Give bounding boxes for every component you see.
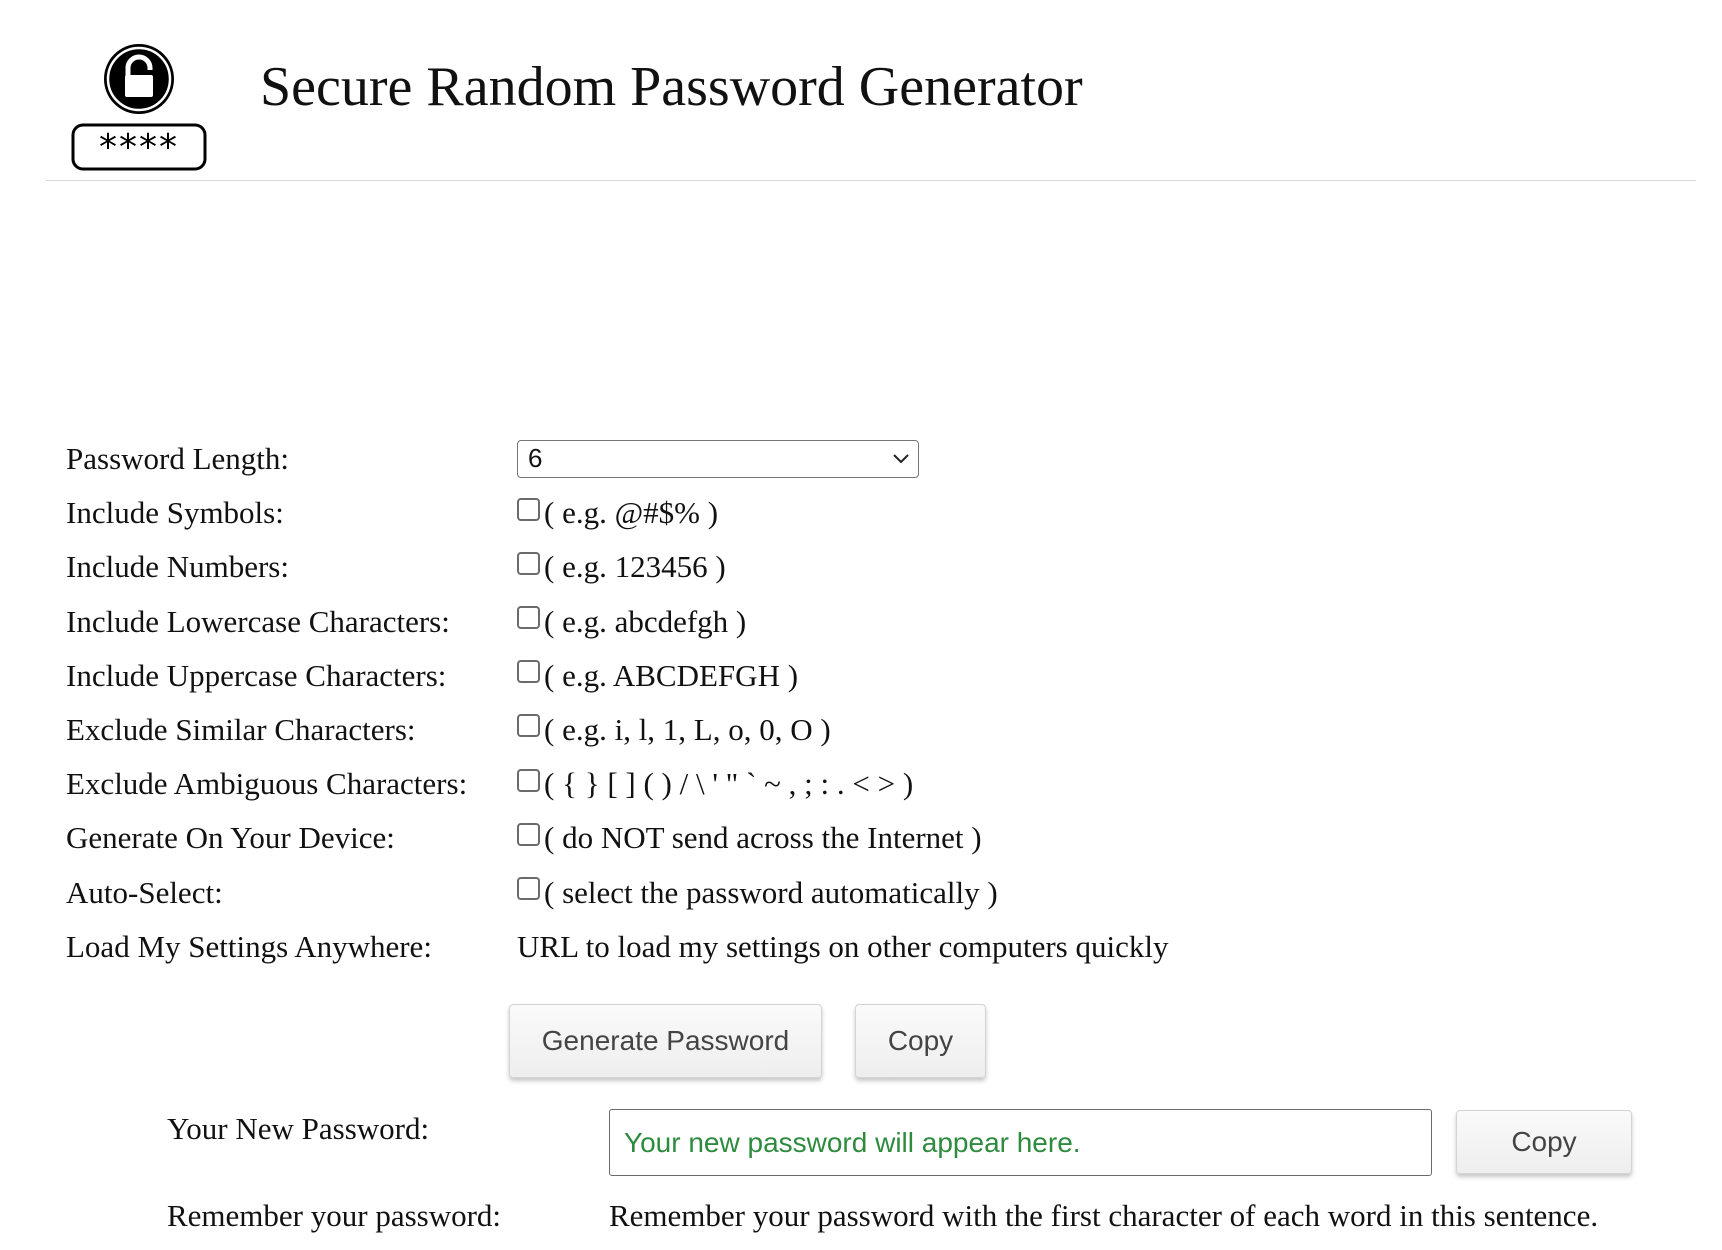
load-settings-label: Load My Settings Anywhere: <box>66 928 432 964</box>
include-symbols-hint: ( e.g. @#$% ) <box>544 495 719 531</box>
include-symbols-control <box>517 486 718 540</box>
exclude-similar-row <box>66 703 1666 757</box>
include-lowercase-control <box>517 595 746 649</box>
generate-on-device-label: Generate On Your Device: <box>66 820 395 856</box>
exclude-similar-control <box>517 703 831 757</box>
generate-on-device-control <box>517 811 982 865</box>
include-symbols-label: Include Symbols: <box>66 495 284 531</box>
copy-password-button[interactable]: Copy <box>1456 1110 1632 1174</box>
exclude-ambiguous-label: Exclude Ambiguous Characters: <box>66 766 468 802</box>
new-password-field[interactable] <box>609 1109 1432 1176</box>
password-length-label: Password Length: <box>66 441 290 476</box>
chevron-down-icon <box>890 447 912 469</box>
load-settings-row <box>66 920 1666 974</box>
include-lowercase-hint: ( e.g. abcdefgh ) <box>544 603 747 639</box>
include-lowercase-checkbox[interactable] <box>517 606 540 629</box>
auto-select-hint: ( select the password automatically ) <box>544 874 998 910</box>
load-settings-link[interactable]: URL to load my settings on other computers quickly <box>517 928 1169 964</box>
password-length-select[interactable] <box>517 440 919 478</box>
exclude-ambiguous-hint: ( { } [ ] ( ) / \ ' " ` ~ , ; : . < > ) <box>544 766 914 802</box>
password-length-value: 6 <box>528 443 543 473</box>
include-symbols-checkbox[interactable] <box>517 498 540 521</box>
include-numbers-label: Include Numbers: <box>66 549 289 585</box>
auto-select-label: Auto-Select: <box>66 874 223 910</box>
include-symbols-row <box>66 486 1666 540</box>
exclude-ambiguous-row <box>66 757 1666 811</box>
include-uppercase-hint: ( e.g. ABCDEFGH ) <box>544 657 799 693</box>
generate-on-device-checkbox[interactable] <box>517 823 540 846</box>
include-uppercase-row <box>66 649 1666 703</box>
include-lowercase-row <box>66 595 1666 649</box>
lock-password-logo-icon <box>70 38 208 172</box>
include-numbers-row <box>66 540 1666 594</box>
exclude-similar-label: Exclude Similar Characters: <box>66 711 416 747</box>
auto-select-control <box>517 866 998 920</box>
include-numbers-hint: ( e.g. 123456 ) <box>544 549 726 585</box>
include-numbers-checkbox[interactable] <box>517 552 540 575</box>
generate-on-device-row <box>66 811 1666 865</box>
auto-select-row <box>66 866 1666 920</box>
password-options-form <box>66 432 1666 974</box>
page-title: Secure Random Password Generator <box>260 56 1083 118</box>
password-length-control <box>517 432 919 486</box>
generate-on-device-hint: ( do NOT send across the Internet ) <box>544 820 982 856</box>
svg-text:****: **** <box>99 127 179 168</box>
auto-select-checkbox[interactable] <box>517 877 540 900</box>
generate-password-button[interactable]: Generate Password <box>509 1004 822 1078</box>
exclude-ambiguous-checkbox[interactable] <box>517 769 540 792</box>
new-password-placeholder: Your new password will appear here. <box>624 1126 1081 1158</box>
remember-password-label: Remember your password: <box>167 1198 502 1233</box>
include-uppercase-label: Include Uppercase Characters: <box>66 657 447 693</box>
remember-password-sentence: Remember your password with the first character of each word in this sentence. <box>609 1198 1599 1233</box>
copy-button[interactable]: Copy <box>855 1004 986 1078</box>
password-length-row <box>66 432 1666 486</box>
load-settings-control <box>517 920 1168 974</box>
include-numbers-control <box>517 540 726 594</box>
exclude-ambiguous-control <box>517 757 913 811</box>
include-uppercase-control <box>517 649 798 703</box>
new-password-label: Your New Password: <box>167 1111 430 1146</box>
include-lowercase-label: Include Lowercase Characters: <box>66 603 450 639</box>
include-uppercase-checkbox[interactable] <box>517 660 540 683</box>
exclude-similar-hint: ( e.g. i, l, 1, L, o, 0, O ) <box>544 711 831 747</box>
exclude-similar-checkbox[interactable] <box>517 714 540 737</box>
page-header <box>46 0 1696 181</box>
